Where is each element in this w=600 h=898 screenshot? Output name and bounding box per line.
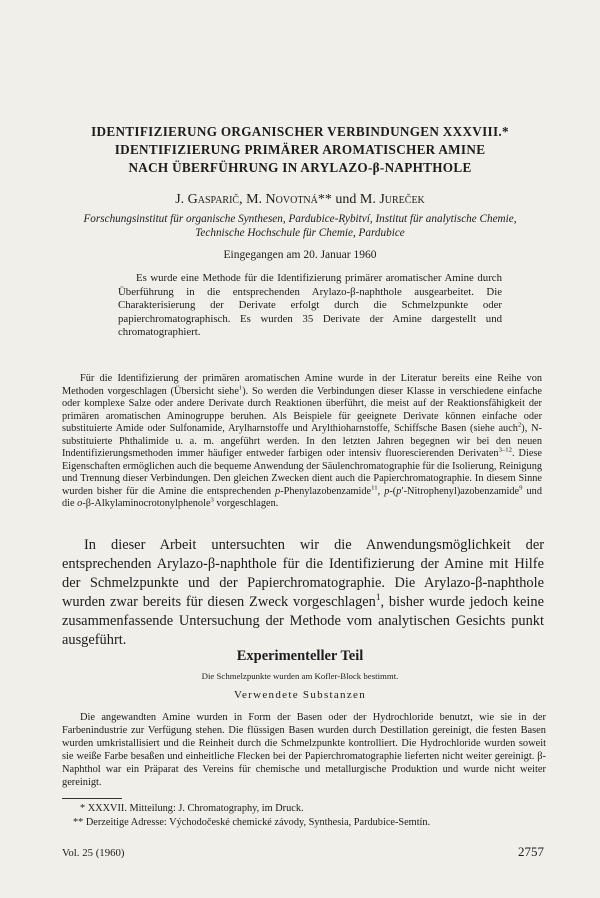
- intro-text: ). So werden die Verbindungen dieser Klasse in verschiedene einfache oder komplexe Salze oder andere Derivate durch Reaktionen überführt, die meist auf der Reaktionsfähigkeit der primären aromatischen Aminogruppe beruhen. Als Beispiele für geeignete Derivate können einfache oder substituierte Amide oder Sulfonamide, Arylharnstoffe und Arylthioharnstoffe, Schiffsche Basen (siehe auch: [62, 385, 542, 435]
- reference-mark: 9: [519, 484, 523, 492]
- author-line: [40, 192, 560, 208]
- reference-mark: 11: [371, 484, 378, 492]
- author-footnote-mark: **: [317, 192, 332, 207]
- intro-text: . Diese Eigenschaften ermöglichen auch die bequeme Anwendung der Säulenchromatographie für die Isolierung, Reinigung und Trennung dieser Verbindungen. Den gleichen Zwecken dient auch die Papierchromatographie. In diesem Sinne wurden bisher für die Amine die entsprechenden: [62, 448, 542, 497]
- methods-paragraph: Die angewandten Amine wurden in Form der Basen oder der Hydrochloride benutzt, wie sie in der Farbenindustrie zur Verfügung stehen. Die flüssigen Basen wurden durch Destillation gereinigt, die festen Basen wurden umkristallisiert und die Reinheit durch die Schmelzpunkte kontrolliert. Die Hydrochloride wurden soweit sie weiße Farbe besaßen und einheitliche Flecken bei der Papierchromatographie lieferten nicht weiter gereinigt. β-Naphthol war ein Präparat des Vereins für chemische und metallurgische Produktion und wurde nicht weiter gereinigt.: [62, 712, 546, 788]
- subsection-heading: Verwendete Substanzen: [233, 689, 367, 701]
- abstract: Es wurde eine Methode für die Identifizierung primärer aromatischer Amine durch Überführung in die entsprechenden Arylazo-β-naphthole ausgearbeitet. Die Charakterisierung der Derivate erfolgt durch die Schmelzpunkte oder papierchromatographisch. Es wurden 35 Derivate der Amine dargestellt und chromatographiert.: [118, 272, 502, 338]
- intro-text: ′-Nitrophenyl)azobenzamide: [401, 485, 520, 497]
- author-jurecek: Jureček: [379, 192, 425, 207]
- intro-text: ,: [377, 485, 385, 497]
- author-separator: , M.: [239, 192, 266, 207]
- reference-mark: 3: [210, 497, 214, 505]
- intro-text: Für die Identifizierung der primären aromatischen Amine wurde in der Literatur bereits eine Reihe von Methoden vorgeschlagen (Übersicht siehe: [62, 373, 542, 397]
- title-line-1: IDENTIFIZIERUNG ORGANISCHER VERBINDUNGEN XXXVIII.*: [91, 124, 509, 139]
- intro-text: ), N-substituierte Phthalimide u. a. m. angeführt werden. In den letzten Jahren begegnen wir bei den neuen Indentifizierungsmethoden immer häufiger entweder farbigen oder intensiv fluorescierenden Derivaten: [62, 423, 542, 460]
- reference-mark: 1: [375, 592, 381, 603]
- intro-text: vorgeschlagen.: [213, 498, 279, 510]
- chem-prefix: p: [384, 485, 390, 497]
- chem-prefix: p: [396, 485, 402, 497]
- aim-text: In dieser Arbeit untersuchten wir die Anwendungsmöglichkeit der entsprechenden Arylazo-β-naphthole für die Identifizierung der Amine mit Hilfe der Schmelzpunkte und der Papierchromatographie. Die Arylazo-β-naphthole wurden zwar bereits für diesen Zweck vorgeschlagen: [62, 537, 544, 610]
- footnote-divider: [62, 798, 122, 799]
- intro-text: -Phenylazobenzamide: [280, 485, 372, 497]
- intro-text: -β-Alkylaminocrotonylphenole: [82, 498, 211, 510]
- aim-text: , bisher wurde jedoch keine zusammenfassende Untersuchung der Methode vom analytischen Gesichts punkt ausgeführt.: [62, 593, 544, 648]
- footnote-1: * XXXVII. Mitteilung: J. Chromatography, im Druck.: [80, 803, 304, 814]
- aim-paragraph: [62, 536, 544, 649]
- reference-mark: 3–12: [498, 446, 512, 454]
- reference-mark: 2: [517, 421, 522, 429]
- chem-prefix: o: [77, 498, 83, 510]
- title-line-3: NACH ÜBERFÜHRUNG IN ARYLAZO-β-NAPHTHOLE: [128, 160, 472, 175]
- section-note: Die Schmelzpunkte wurden am Kofler-Block bestimmt.: [201, 671, 399, 681]
- chem-prefix: p: [275, 485, 281, 497]
- page-number: 2757: [518, 844, 544, 859]
- affiliation-line-1: Forschungsinstitut für organische Synthesen, Pardubice-Rybitví, Institut für analytische Chemie,: [83, 213, 517, 225]
- author-separator: und M.: [331, 192, 380, 207]
- author-gasparic: Gasparič: [187, 192, 240, 207]
- title-line-2: IDENTIFIZIERUNG PRIMÄRER AROMATISCHER AMINE: [114, 142, 486, 157]
- journal-volume: Vol. 25 (1960): [62, 847, 125, 859]
- affiliation-line-2: Technische Hochschule für Chemie, Pardubice: [195, 227, 405, 239]
- affiliation: [40, 212, 560, 240]
- intro-text: -(: [389, 485, 397, 497]
- intro-paragraph: [62, 373, 542, 511]
- intro-text: und die: [62, 485, 542, 510]
- author-novotna: Novotná: [265, 192, 318, 207]
- author-prefix: J.: [175, 192, 188, 207]
- received-date: Eingegangen am 20. Januar 1960: [223, 249, 377, 261]
- reference-mark: 1: [238, 384, 243, 392]
- footnote-2: ** Derzeitige Adresse: Východočeské chemické závody, Synthesia, Pardubice-Semtín.: [73, 817, 431, 828]
- section-heading: Experimenteller Teil: [236, 648, 364, 664]
